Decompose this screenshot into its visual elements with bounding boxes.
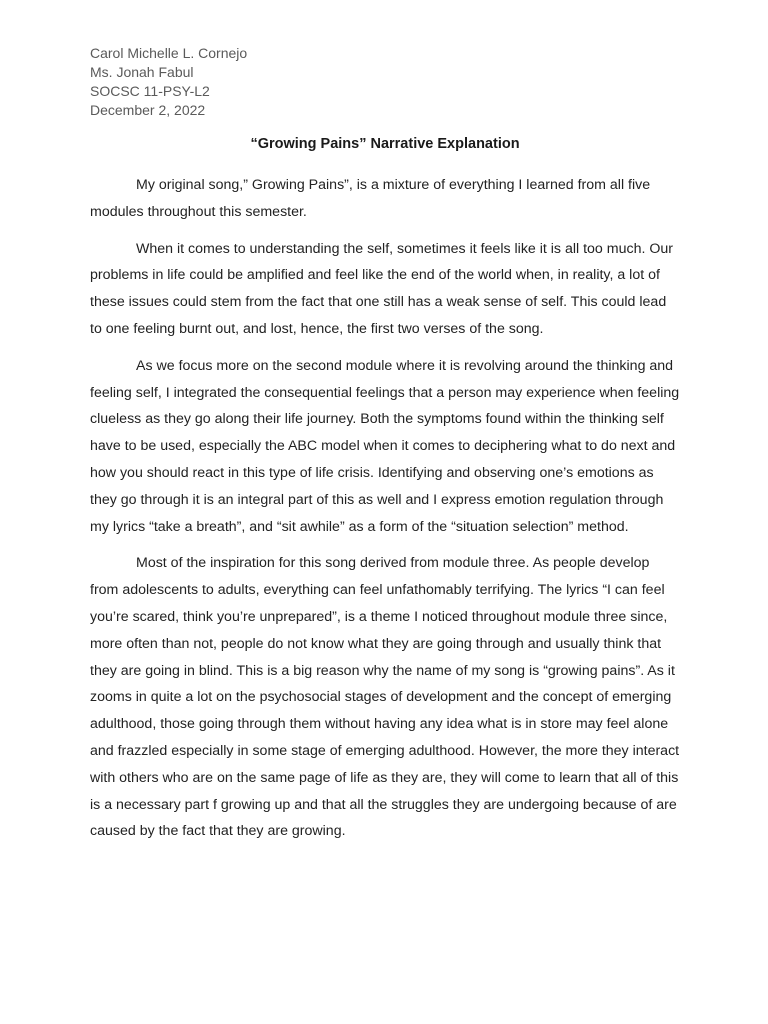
paragraph-1: My original song,” Growing Pains”, is a mixture of everything I learned from all five modules throughout this semester. xyxy=(90,177,651,220)
paragraph-4: Most of the inspiration for this song derived from module three. As people develop from adolescents to adults, everything can feel unfathomably terrifying. The lyrics “I can feel you’re scared, think you’re unprepared”, is a theme I noticed throughout module three since, more often than not, people do not know what they are going through and usually think that they are going in blind. This is a big reason why the name of my song is “growing pains”. As it zooms in quite a lot on the psychosocial stages of development and the concept of emerging adulthood, those going through them without having any idea what is in store may feel alone and frazzled especially in some stage of emerging adulthood. However, the more they interact with others who are on the same page of life as they are, they will come to learn that all of this is a necessary part f growing up and that all the struggles they are undergoing because of are caused by the fact that they are growing. xyxy=(90,555,680,840)
document-date: December 2, 2022 xyxy=(90,102,206,118)
author-name: Carol Michelle L. Cornejo xyxy=(90,45,248,61)
document-body xyxy=(90,172,680,855)
document-title: “Growing Pains” Narrative Explanation xyxy=(250,136,520,152)
document-header xyxy=(90,44,680,120)
paragraph-2: When it comes to understanding the self, sometimes it feels like it is all too much. Our problems in life could be amplified and feel like the end of the world when, in reality, a lot of these issues could stem from the fact that one still has a weak sense of self. This could lead to one feeling burnt out, and lost, hence, the first two verses of the song. xyxy=(90,240,673,337)
paragraph-3: As we focus more on the second module where it is revolving around the thinking and feeling self, I integrated the consequential feelings that a person may experience when feeling clueless as they go along their life journey. Both the symptoms found within the thinking self have to be used, especially the ABC model when it comes to deciphering what to do next and how you should react in this type of life crisis. Identifying and observing one’s emotions as they go through it is an integral part of this as well and I express emotion regulation through my lyrics “take a breath”, and “sit awhile” as a form of the “situation selection” method. xyxy=(90,357,680,535)
course-code: SOCSC 11-PSY-L2 xyxy=(90,83,210,99)
teacher-name: Ms. Jonah Fabul xyxy=(90,64,194,80)
